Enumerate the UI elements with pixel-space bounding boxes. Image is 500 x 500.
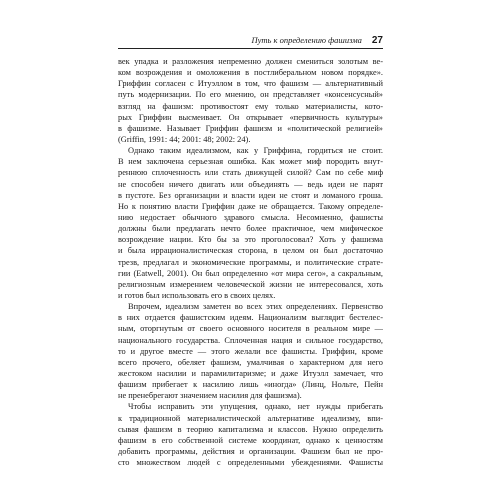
text-line: ком возрождения и омоложения в постлиберальном новом порядке».	[118, 68, 383, 78]
text-line: Чтобы исправить эти упущения, однако, нет нужды прибегать	[128, 402, 383, 412]
text-line: сто множеством людей с определенными убеждениями. Фашисты	[118, 458, 383, 468]
text-line: к традиционной материалистической альтернативе идеализму, впи-	[118, 413, 383, 423]
text-line: возрождение нации. Кто бы за это проголосовал? Хоть у фашизма	[118, 235, 383, 245]
text-line: в них отдается фашистским идеям. Национализм выглядит бестелес-	[118, 313, 383, 323]
text-line: путь модернизации. По его мнению, он представляет «консенсусный»	[118, 90, 383, 100]
text-line: Впрочем, идеализм заметен во всех этих определениях. Первенство	[128, 302, 383, 312]
text-line: Но к понятию власти Гриффин даже не обращается. Такому определе-	[118, 201, 383, 211]
paragraph	[118, 301, 383, 401]
paragraph	[118, 401, 383, 468]
text-line: то и другое вместе — этого желали все фашисты. Гриффин, кроме	[118, 346, 383, 356]
text-line: не пренебрегают значением насилия для фашизма).	[118, 391, 302, 401]
text-line: национального государства. Сплоченная нация и сильное государство,	[118, 335, 383, 345]
text-line: фашизм прибегает к насилию лишь «иногда» (Линц, Нольте, Пейн	[118, 380, 383, 390]
text-line: не способен ничего двигать или объединять — ведь идеи не парят	[118, 179, 383, 189]
running-title: Путь к определению фашизма	[251, 35, 362, 45]
page-number: 27	[371, 35, 383, 46]
text-line: Гриффин согласен с Итуэллом в том, что фашизм — альтернативный	[118, 79, 383, 89]
text-line: всего прочего, обеляет фашизм, умалчивая о характерном для него	[118, 357, 383, 367]
text-line: нию недостает обычного здравого смысла. Несомненно, фашисты	[118, 212, 383, 222]
text-line: (Griffin, 1991: 44; 2001: 48; 2002: 24).	[118, 134, 251, 144]
paragraph	[118, 145, 383, 301]
text-line: и была иррационалистическая сторона, в целом он был достаточно	[118, 246, 383, 256]
paragraph	[118, 56, 383, 145]
text-line: религиозным измерением человеческой жизни не интересовался, хоть	[118, 279, 383, 289]
text-line: в фашизме. Называет Гриффин фашизм и «политической религией»	[118, 123, 383, 133]
text-line: ным, оторгнутым от своего основного носителя в реальном мире —	[118, 324, 383, 334]
header-rule	[118, 48, 383, 49]
text-line: должны были предлагать нечто более практичное, чем мифическое	[118, 224, 383, 234]
text-line: фашизм в его собственной системе координат, однако к ценностям	[118, 435, 383, 445]
text-line: в пустоте. Без организации и власти идеи не стоят и ломаного гроша.	[118, 190, 383, 200]
text-line: В нем заключена серьезная ошибка. Как может миф породить внут-	[118, 157, 383, 167]
text-line: добавить программы, действия и организации. Фашизм был не про-	[118, 446, 383, 456]
text-line: век упадка и разложения непременно должен смениться золотым ве-	[118, 57, 383, 66]
text-line: сывая фашизм в теорию капитализма и классов. Нужно определить	[118, 424, 383, 434]
text-line: рых Гриффин высмеивает. Он открывает «первичность культуры»	[118, 112, 383, 122]
body-text	[118, 56, 383, 468]
text-line: гии (Eatwell, 2001). Он был определенно «от мира сего», а сакральным,	[118, 268, 383, 278]
text-line: Однако таким идеализмом, как у Гриффина, гордиться не стоит.	[128, 146, 383, 156]
text-line: трезв, предлагал и экономические программы, и политические страте-	[118, 257, 383, 267]
text-line: реннюю сплоченность или стать движущей силой? Сам по себе миф	[118, 168, 383, 178]
text-line: взгляд на фашизм: противостоят ему только материалисты, кото-	[118, 101, 383, 111]
page-header	[118, 34, 383, 46]
text-line: жестоком насилии и парамилитаризме; и даже Итуэлл замечает, что	[118, 368, 383, 378]
text-line: и готов был использовать его в своих целях.	[118, 290, 276, 300]
